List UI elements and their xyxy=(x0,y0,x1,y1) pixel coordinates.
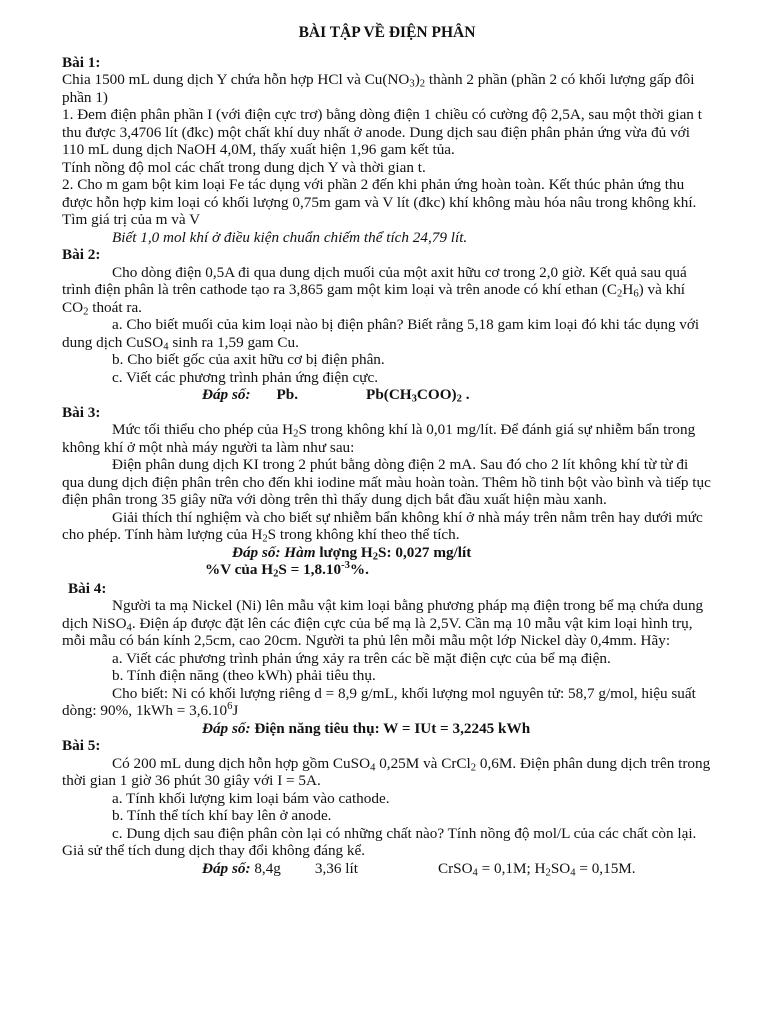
exercise-2-question-c: c. Viết các phương trình phản ứng điện cực. xyxy=(112,368,379,386)
exercise-4-question-a: a. Viết các phương trình phản ứng xảy ra trên các bề mặt điện cực của bể mạ điện. xyxy=(112,649,611,667)
exercise-1-heading: Bài 1: xyxy=(62,53,101,71)
exercise-3-answer-2: %V của $H_2S = 1,8.10^{-3}\%$. xyxy=(205,560,369,580)
exercise-5-intro: Có 200 mL dung dịch hỗn hợp gồm CuSO$_4$ 0,25M và CrCl$_2$ 0,6M. Điện phân dung dịch trên trong thời gian 1 giờ 36 phút 30 giây với I = 5A. xyxy=(62,754,711,789)
exercise-5 xyxy=(62,737,712,877)
exercise-1-part-2: 2. Cho m gam bột kim loại Fe tác dụng với phần 2 đến khi phản ứng hoàn toàn. Kết thúc phản ứng thu được hỗn hợp kim loại có khối lượng 0,75m gam và V lít (đkc) khí không màu hóa nâu trong không khí. Tìm giá trị của m và V xyxy=(62,176,697,228)
exercise-3 xyxy=(62,404,712,579)
exercise-1 xyxy=(62,54,712,247)
exercise-2-question-a: a. Cho biết muối của kim loại nào bị điện phân? Biết rằng 5,18 gam kim loại đó khi tác dụng với dung dịch CuSO$_4$ sinh ra 1,59 gam Cu. xyxy=(62,316,700,353)
exercise-1-question-1: Tính nồng độ mol các chất trong dung dịch Y và thời gian t. xyxy=(62,158,426,176)
exercise-4-answer: Đáp số: Điện năng tiêu thụ: W = IUt = 3,2245 kWh xyxy=(202,719,531,737)
exercise-3-intro: Mức tối thiểu cho phép của $H_2S$ trong không khí là 0,01 mg/lít. Để đánh giá sự nhiễm bẩn trong không khí ở một nhà máy người ta làm như sau: xyxy=(62,421,696,456)
document-page xyxy=(62,24,712,877)
exercise-4-question-b: b. Tính điện năng (theo kWh) phải tiêu thụ. xyxy=(112,667,376,684)
exercise-2-question-b: b. Cho biết gốc của axit hữu cơ bị điện phân. xyxy=(112,351,385,368)
exercise-4-intro: Người ta mạ Nickel (Ni) lên mẫu vật kim loại bằng phương pháp mạ điện trong bể mạ chứa dung dịch NiSO$_4$. Điện áp được đặt lên các điện cực của bể mạ là 2,5V. Cần mạ 10 mẫu vật kim loại hình trụ, mỗi mẫu có bán kính 2,5cm, cao 20cm. Người ta phủ lên mỗi mẫu một lớp Nickel dày 0,4mm. Hãy: xyxy=(62,597,704,649)
exercise-5-answer: Đáp số: 8,4g 3,36 lít CrSO$_4$ = 0,1M; $H_2SO_4 = 0,15M$. xyxy=(202,859,636,879)
exercise-2-answer: Đáp số: Pb. $Pb(CH_3COO)_2$ . xyxy=(202,386,470,405)
page-title: BÀI TẬP VỀ ĐIỆN PHÂN xyxy=(298,24,476,41)
exercise-5-question-a: a. Tính khối lượng kim loại bám vào cathode. xyxy=(112,789,390,807)
exercise-4 xyxy=(62,580,712,738)
exercise-5-question-c: c. Dung dịch sau điện phân còn lại có những chất nào? Tính nồng độ mol/L của các chất còn lại. Giả sử thể tích dung dịch thay đổi không đáng kể. xyxy=(62,824,697,859)
exercise-5-heading: Bài 5: xyxy=(62,737,101,754)
exercise-3-experiment: Điện phân dung dịch KI trong 2 phút bằng dòng điện 2 mA. Sau đó cho 2 lít không khí từ từ đi qua dung dịch điện phân trên cho đến khi iodine mất màu hoàn toàn. Thêm hồ tinh bột vào bình và tiếp tục điện phân trong 35 giây nữa với dòng trên thì thấy dung dịch bắt đầu xuất hiện màu xanh. xyxy=(62,456,711,508)
exercise-3-answer-1: Đáp số: Hàm lượng $H_2S$: 0,027 mg/lít xyxy=(232,543,472,563)
exercise-5-question-b: b. Tính thể tích khí bay lên ở anode. xyxy=(112,807,332,824)
exercise-2-intro: Cho dòng điện 0,5A đi qua dung dịch muối của một axit hữu cơ trong 2,0 giờ. Kết quả sau quá trình điện phân là trên cathode tạo ra 3,865 gam một kim loại và trên anode có khí ethan $(C_2H_6)$ và khí $CO_2$ thoát ra. xyxy=(62,263,687,318)
exercise-3-question: Giải thích thí nghiệm và cho biết sự nhiễm bẩn không khí ở nhà máy trên nằm trên hay dưới mức cho phép. Tính hàm lượng của $H_2S$ trong không khí theo thể tích. xyxy=(62,508,703,545)
exercise-1-intro: Chia 1500 mL dung dịch Y chứa hỗn hợp HCl và $Cu(NO_3)_2$ thành 2 phần (phần 2 có khối lượng gấp đôi phần 1) xyxy=(62,71,695,106)
exercise-3-heading: Bài 3: xyxy=(62,403,101,421)
exercise-2 xyxy=(62,246,712,404)
exercise-4-given: Cho biết: Ni có khối lượng riêng d = 8,9 g/mL, khối lượng mol nguyên tử: 58,7 g/mol, hiệu suất dòng: 90%, $1kWh = 3,6.10^6J$ xyxy=(62,684,696,719)
exercise-2-heading: Bài 2: xyxy=(62,246,101,263)
exercise-1-part-1: 1. Đem điện phân phần I (với điện cực trơ) bằng dòng điện 1 chiều có cường độ 2,5A, sau một thời gian t thu được 3,4706 lít (đkc) một chất khí duy nhất ở anode. Dung dịch sau điện phân phản ứng vừa đủ với 110 mL dung dịch NaOH 4,0M, thấy xuất hiện 1,96 gam kết tủa. xyxy=(62,106,702,158)
exercise-1-note: Biết 1,0 mol khí ở điều kiện chuẩn chiếm thể tích 24,79 lít. xyxy=(112,228,468,246)
exercise-4-heading: Bài 4: xyxy=(68,579,107,597)
